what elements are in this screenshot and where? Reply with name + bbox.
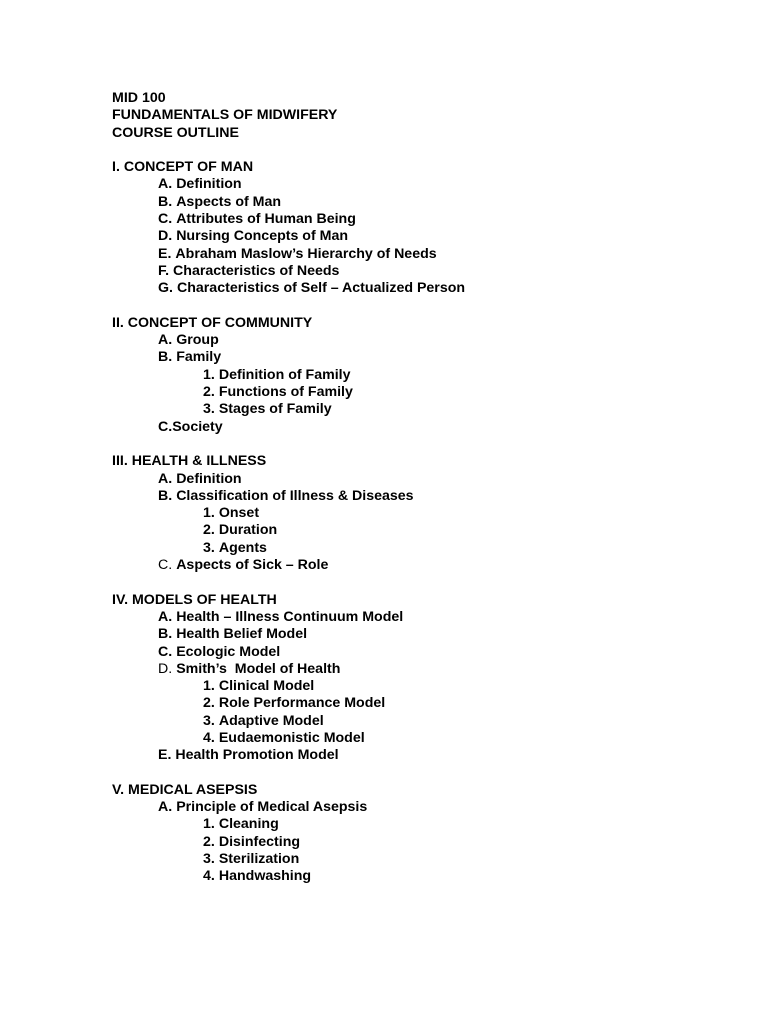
list-subitem <box>112 713 672 730</box>
item-text: Abraham Maslow’s Hierarchy of Needs <box>175 245 437 262</box>
section-heading: V. MEDICAL ASEPSIS <box>112 781 258 798</box>
item-marker: C. <box>158 643 173 660</box>
list-subitem <box>112 851 672 868</box>
item-text: Health Promotion Model <box>175 747 339 764</box>
list-item <box>112 661 672 678</box>
item-marker: C. <box>158 557 173 574</box>
item-text: Characteristics of Self – Actualized Person <box>176 280 466 297</box>
subitem-text: Sterilization <box>218 851 300 868</box>
list-item <box>112 626 672 643</box>
list-item <box>112 488 672 505</box>
subitem-marker: 1. <box>203 816 215 833</box>
item-marker: E. <box>158 747 172 764</box>
item-text: Classification of Illness & Diseases <box>176 487 414 504</box>
subitem-text: Functions of Family <box>218 384 353 401</box>
subitem-marker: 1. <box>203 678 215 695</box>
subitem-marker: 3. <box>203 851 215 868</box>
item-marker: A. <box>158 332 173 349</box>
subitem-text: Handwashing <box>218 868 312 885</box>
list-item <box>112 419 672 436</box>
list-item <box>112 747 672 764</box>
item-marker: D. <box>158 228 173 245</box>
section-heading: I. CONCEPT OF MAN <box>112 159 254 176</box>
list-item <box>112 799 672 816</box>
section-heading: IV. MODELS OF HEALTH <box>112 591 277 608</box>
item-text: Smith’s Model of Health <box>176 660 341 677</box>
list-item <box>112 228 672 245</box>
document-subtitle: COURSE OUTLINE <box>112 124 239 141</box>
subitem-marker: 2. <box>203 695 215 712</box>
spacer <box>112 574 672 591</box>
item-marker: A. <box>158 608 173 625</box>
item-marker: A. <box>158 176 173 193</box>
list-item <box>112 246 672 263</box>
subitem-text: Role Performance Model <box>218 695 386 712</box>
list-subitem <box>112 505 672 522</box>
subitem-text: Clinical Model <box>218 678 315 695</box>
subitem-marker: 2. <box>203 833 215 850</box>
item-text: Characteristics of Needs <box>173 262 340 279</box>
list-item <box>112 644 672 661</box>
list-item <box>112 176 672 193</box>
subitem-text: Disinfecting <box>218 833 301 850</box>
item-text: Nursing Concepts of Man <box>176 228 349 245</box>
subitem-text: Onset <box>218 505 260 522</box>
item-text: Attributes of Human Being <box>176 211 356 228</box>
section-heading: III. HEALTH & ILLNESS <box>112 453 267 470</box>
subitem-marker: 4. <box>203 868 215 885</box>
item-marker: C. <box>158 211 173 228</box>
item-marker: B. <box>158 626 173 643</box>
item-marker: B. <box>158 487 173 504</box>
subitem-text: Agents <box>218 539 267 556</box>
list-item <box>112 349 672 366</box>
item-text: C.Society <box>158 418 223 435</box>
item-marker: A. <box>158 470 173 487</box>
list-subitem <box>112 695 672 712</box>
spacer <box>112 298 672 315</box>
subitem-marker: 2. <box>203 522 215 539</box>
subitem-marker: 1. <box>203 366 215 383</box>
subitem-marker: 3. <box>203 539 215 556</box>
item-marker: F. <box>158 262 170 279</box>
item-text: Definition <box>176 470 242 487</box>
subitem-marker: 3. <box>203 712 215 729</box>
subitem-text: Cleaning <box>218 816 279 833</box>
list-subitem <box>112 367 672 384</box>
item-marker: A. <box>158 799 173 816</box>
subitem-marker: 4. <box>203 729 215 746</box>
subitem-marker: 1. <box>203 505 215 522</box>
item-text: Health Belief Model <box>176 626 308 643</box>
list-subitem <box>112 868 672 885</box>
item-marker: G. <box>158 280 173 297</box>
list-subitem <box>112 730 672 747</box>
subitem-text: Adaptive Model <box>218 712 324 729</box>
subitem-marker: 3. <box>203 401 215 418</box>
list-item <box>112 332 672 349</box>
course-code: MID 100 <box>112 90 166 106</box>
subitem-text: Definition of Family <box>218 366 351 383</box>
item-text: Family <box>176 349 222 366</box>
spacer <box>112 142 672 159</box>
item-marker: D. <box>158 660 173 677</box>
list-item <box>112 557 672 574</box>
item-marker: B. <box>158 193 173 210</box>
item-text: Principle of Medical Asepsis <box>176 799 368 816</box>
subitem-marker: 2. <box>203 384 215 401</box>
course-title: FUNDAMENTALS OF MIDWIFERY <box>112 107 338 124</box>
item-marker: B. <box>158 349 173 366</box>
list-item <box>112 280 672 297</box>
item-marker: E. <box>158 245 172 262</box>
subitem-text: Stages of Family <box>218 401 332 418</box>
list-item <box>112 211 672 228</box>
item-text: Aspects of Sick – Role <box>176 557 329 574</box>
item-text: Ecologic Model <box>176 643 281 660</box>
list-subitem <box>112 384 672 401</box>
list-item <box>112 609 672 626</box>
course-outline <box>112 90 672 886</box>
list-subitem <box>112 522 672 539</box>
list-item <box>112 471 672 488</box>
item-text: Definition <box>176 176 242 193</box>
item-text: Group <box>176 332 219 349</box>
list-subitem <box>112 834 672 851</box>
item-text: Aspects of Man <box>176 193 282 210</box>
list-subitem <box>112 678 672 695</box>
spacer <box>112 436 672 453</box>
subitem-text: Eudaemonistic Model <box>218 729 365 746</box>
spacer <box>112 765 672 782</box>
subitem-text: Duration <box>218 522 278 539</box>
item-text: Health – Illness Continuum Model <box>176 608 404 625</box>
section-heading: II. CONCEPT OF COMMUNITY <box>112 314 313 331</box>
list-subitem <box>112 401 672 418</box>
list-subitem <box>112 540 672 557</box>
list-subitem <box>112 816 672 833</box>
list-item <box>112 263 672 280</box>
list-item <box>112 194 672 211</box>
